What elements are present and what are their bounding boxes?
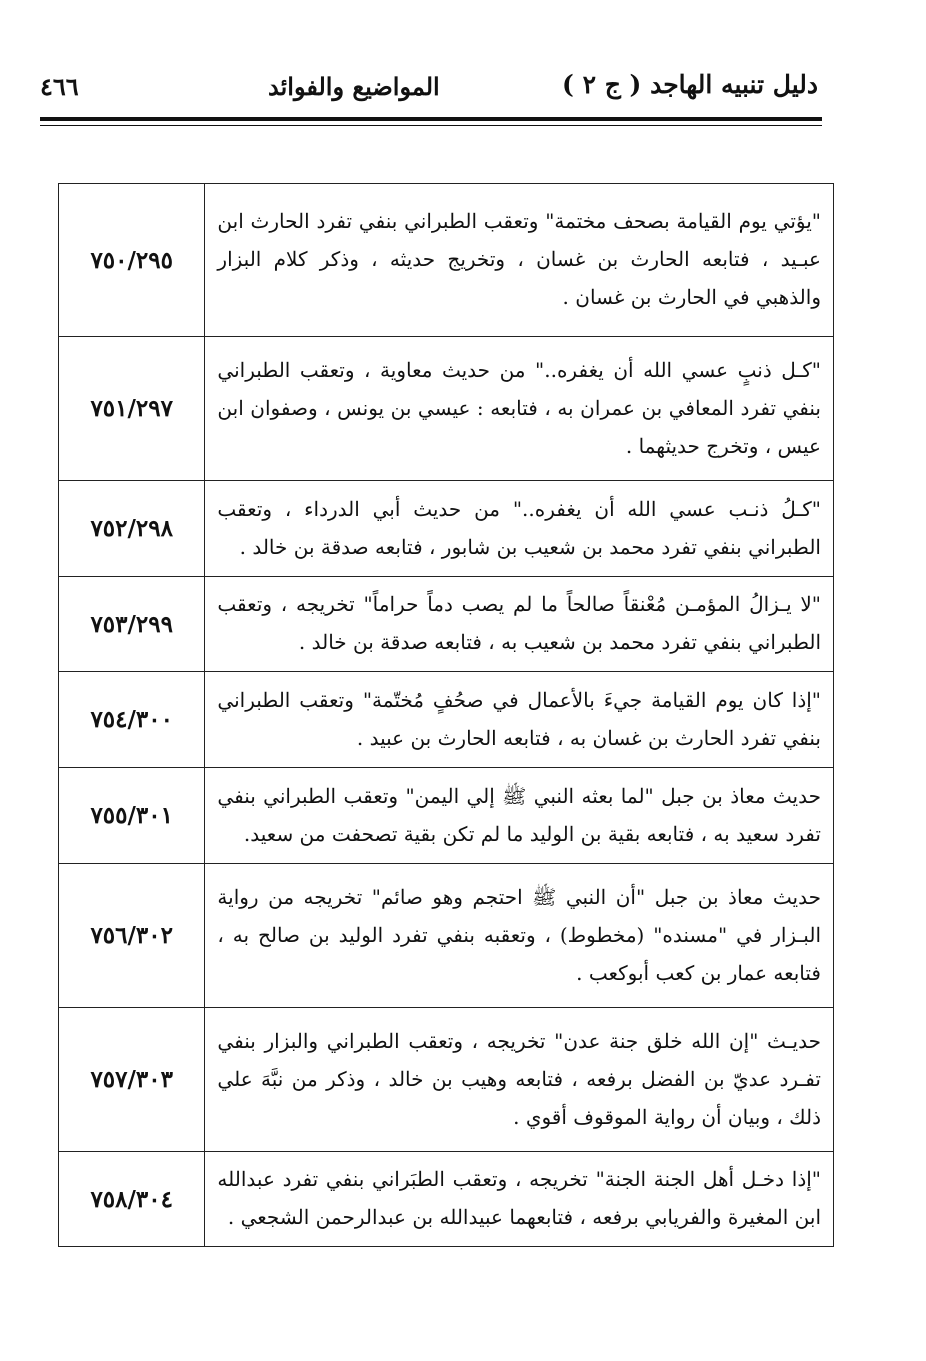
entry-text: "لا يـزالُ المؤمـن مُعْنقاً صالحاً ما لم يصب دماً حراماً" تخريجه ، وتعقب الطبراني بنفي تفرد محمد بن شعيب به ، فتابعه صدقة بن خالد . [205, 577, 834, 672]
index-table [58, 183, 834, 1247]
entry-ref: ٧٥٦/٣٠٢ [59, 864, 205, 1008]
entry-text: حديث معاذ بن جبل "لما بعثه النبي ﷺ إلي اليمن" وتعقب الطبراني بنفي تفرد سعيد به ، فتابعه بقية بن الوليد ما لم تكن بقية تصحفت من سعيد. [205, 768, 834, 864]
entry-ref: ٧٥٣/٢٩٩ [59, 577, 205, 672]
entry-text: "إذا كان يوم القيامة جيءَ بالأعمال في صحُفٍ مُختّمة" وتعقب الطبراني بنفي تفرد الحارث بن غسان به ، فتابعه الحارث بن عبيد . [205, 672, 834, 768]
entry-ref: ٧٥٥/٣٠١ [59, 768, 205, 864]
table-row [59, 768, 834, 864]
table-row [59, 184, 834, 337]
entry-ref: ٧٥٨/٣٠٤ [59, 1152, 205, 1247]
entry-text: "كـلُ ذنـب عسي الله أن يغفره.." من حديث أبي الدرداء ، وتعقب الطبراني بنفي تفرد محمد بن شعيب بن شابور ، فتابعه صدقة بن خالد . [205, 481, 834, 577]
entry-ref: ٧٥١/٢٩٧ [59, 337, 205, 481]
table-row [59, 337, 834, 481]
header-rule-thin [40, 125, 822, 126]
section-title: المواضيع والفوائد [268, 72, 440, 101]
table-row [59, 1152, 834, 1247]
entry-text: "يؤتي يوم القيامة بصحف مختمة" وتعقب الطبراني بنفي تفرد الحارث ابن عبـيد ، فتابعه الحارث بن غسان ، وتخريج حديثه ، وذكر كلام البزار والذهبي في الحارث بن غسان . [205, 184, 834, 337]
entry-ref: ٧٥٢/٢٩٨ [59, 481, 205, 577]
page-number: ٤٦٦ [40, 72, 79, 101]
entry-text: "كـل ذنبٍ عسي الله أن يغفره.." من حديث معاوية ، وتعقب الطبراني بنفي تفرد المعافي بن عمران به ، فتابعه : عيسي بن يونس ، وصفوان ابن عيس ، وتخرج حديثهما . [205, 337, 834, 481]
table-row [59, 864, 834, 1008]
entry-text: حديـث "إن الله خلق جنة عدن" تخريجه ، وتعقب الطبراني والبزار بنفي تفـرد عديّ بن الفضل برفعه ، فتابعه وهيب بن خالد ، وذكر من نبَّهَ علي ذلك ، وبيان أن رواية الموقوف أقوي . [205, 1008, 834, 1152]
entry-text: حديث معاذ بن جبل "أن النبي ﷺ احتجم وهو صائم" تخريجه من رواية البـزار في "مسنده" (مخطوط) ، وتعقبه بنفي تفرد الوليد بن صالح به ، فتابعه عمار بن كعب أبوكعب . [205, 864, 834, 1008]
table-row [59, 481, 834, 577]
book-title: دليل تنبيه الهاجد ( ج ٢ ) [562, 70, 818, 99]
entry-ref: ٧٥٠/٢٩٥ [59, 184, 205, 337]
table-row [59, 577, 834, 672]
entry-text: "إذا دخـل أهل الجنة الجنة" تخريجه ، وتعقب الطبَراني بنفي تفرد عبدالله ابن المغيرة والفريابي برفعه ، فتابعهما عبيدالله بن عبدالرحمن الشجعي . [205, 1152, 834, 1247]
table-row [59, 1008, 834, 1152]
page-header [40, 62, 822, 106]
entry-ref: ٧٥٧/٣٠٣ [59, 1008, 205, 1152]
entry-ref: ٧٥٤/٣٠٠ [59, 672, 205, 768]
header-rule-thick [40, 117, 822, 121]
table-row [59, 672, 834, 768]
